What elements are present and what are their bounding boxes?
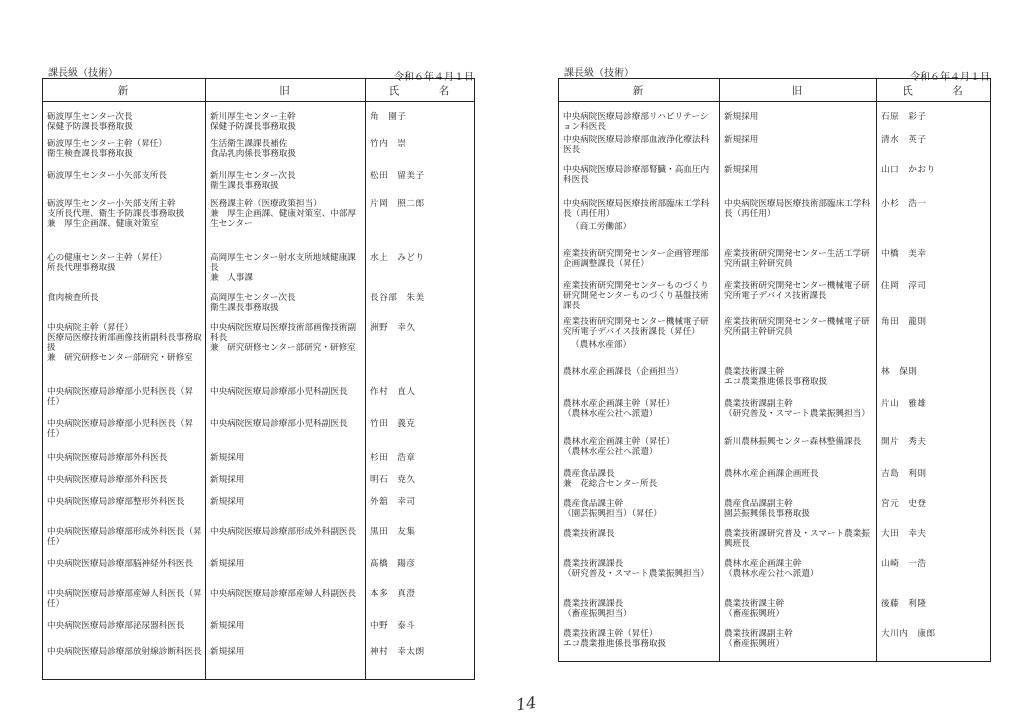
person-name-cell xyxy=(366,418,475,452)
person-name-cell xyxy=(877,134,991,164)
person-name-cell xyxy=(877,316,991,366)
old-position-cell xyxy=(206,252,366,292)
old-position-cell-text: 高岡厚生センター次長 衛生課長事務取扱 xyxy=(210,292,296,313)
new-position-cell-text: 食肉検査所長 xyxy=(47,292,99,303)
person-name-cell xyxy=(877,558,991,598)
old-position-cell-text: 農業技術課副主幹 （研究普及・スマート農業振興担当） xyxy=(724,398,870,419)
table-row xyxy=(43,292,475,322)
old-position-cell xyxy=(720,498,877,528)
person-name-cell xyxy=(877,436,991,468)
person-name-cell-text: 竹内 崇 xyxy=(370,138,407,149)
person-name-cell xyxy=(877,198,991,248)
table-row xyxy=(43,496,475,526)
person-name-cell-text: 髙橋 陽彦 xyxy=(370,558,416,569)
table-row xyxy=(559,628,991,662)
new-position-cell xyxy=(43,322,206,386)
new-position-cell xyxy=(559,498,720,528)
table-row xyxy=(43,138,475,170)
table-row xyxy=(43,386,475,418)
table-row xyxy=(559,398,991,436)
person-name-cell xyxy=(366,646,475,680)
old-position-cell xyxy=(206,386,366,418)
old-position-cell-text: 新規採用 xyxy=(210,474,245,485)
new-position-cell xyxy=(43,252,206,292)
person-name-cell-text: 住岡 淳司 xyxy=(881,280,927,291)
new-position-cell-text: 中央病院医療局診療部小児科医長（昇任） xyxy=(47,418,194,439)
old-position-cell xyxy=(206,292,366,322)
old-position-cell-text: 新規採用 xyxy=(724,164,759,175)
table-row xyxy=(559,134,991,164)
new-position-cell xyxy=(559,398,720,436)
old-position-cell-text: 医務課主幹（医療政策担当） 兼 厚生企画課、健康対策室、中部厚生センター xyxy=(210,198,357,229)
new-position-cell xyxy=(43,646,206,680)
old-position-cell-text: 新規採用 xyxy=(210,452,245,463)
new-position-cell-text: 中央病院医療局診療部産婦人科医長（昇任） xyxy=(47,588,202,609)
table-row xyxy=(43,588,475,620)
new-position-cell xyxy=(43,620,206,646)
person-name-cell-text: 後藤 利隆 xyxy=(881,598,927,609)
left-date: 令和６年４月１日 xyxy=(394,72,474,83)
person-name-cell xyxy=(877,102,991,134)
right-personnel-table xyxy=(558,78,991,662)
old-position-cell-text: 新規採用 xyxy=(724,134,759,145)
person-name-cell-text: 小杉 浩一 xyxy=(881,198,927,209)
new-position-cell-text: 中央病院医療局診療部腎臓・高血圧内科医長 xyxy=(563,164,710,185)
right-grade-label: 課長級（技術） xyxy=(564,68,634,79)
old-position-cell xyxy=(206,526,366,558)
old-position-cell xyxy=(720,598,877,628)
person-name-cell xyxy=(366,198,475,252)
new-position-cell xyxy=(559,628,720,662)
person-name-cell xyxy=(366,620,475,646)
table-row xyxy=(559,102,991,134)
person-name-cell xyxy=(877,398,991,436)
header-name: 氏 名 xyxy=(366,79,475,102)
new-position-cell xyxy=(43,292,206,322)
new-position-cell-text: 農業技術課主幹（昇任） エコ農業推進係長事務取扱 xyxy=(563,628,667,649)
person-name-cell-text: 本多 真澄 xyxy=(370,588,416,599)
old-position-cell-text: 新川厚生センター主幹 保健予防課長事務取扱 xyxy=(210,112,296,133)
old-position-cell-text: 産業技術研究開発センター生活工学研究所副主幹研究員 xyxy=(724,248,870,269)
new-position-cell xyxy=(43,588,206,620)
table-row xyxy=(559,498,991,528)
new-position-cell-text: 中央病院医療局診療部泌尿器科医長 xyxy=(47,620,185,631)
person-name-cell-text: 中野 泰斗 xyxy=(370,620,416,631)
old-position-cell xyxy=(720,102,877,134)
old-position-cell-text: 農産食品課副主幹 園芸振興係長事務取扱 xyxy=(724,498,810,519)
right-date: 令和６年４月１日 xyxy=(910,72,990,83)
table-row xyxy=(559,468,991,498)
new-position-cell xyxy=(559,528,720,558)
person-name-cell xyxy=(877,598,991,628)
table-row xyxy=(559,366,991,398)
table-row xyxy=(559,164,991,198)
old-position-cell xyxy=(206,474,366,496)
new-position-cell xyxy=(559,366,720,398)
new-position-cell-text: 産業技術研究開発センター企画管理部企画調整課長（昇任） xyxy=(563,248,709,269)
table-row xyxy=(559,558,991,598)
person-name-cell xyxy=(877,628,991,662)
left-personnel-table xyxy=(42,78,475,680)
new-position-cell-text: 農業技術課長 xyxy=(563,528,615,539)
table-row xyxy=(559,528,991,558)
table-row xyxy=(43,646,475,680)
old-position-cell xyxy=(206,646,366,680)
old-position-cell xyxy=(720,164,877,198)
department-section-label: （商工労働部） xyxy=(571,221,632,232)
person-name-cell xyxy=(366,452,475,474)
left-meta xyxy=(42,62,474,83)
table-row xyxy=(43,170,475,198)
old-position-cell-text: 農業技術課主幹 （畜産振興班） xyxy=(724,598,785,619)
person-name-cell-text: 洲野 幸久 xyxy=(370,322,416,333)
new-position-cell-text: 中央病院医療局医療技術部臨床工学科長（再任用） xyxy=(563,198,710,219)
new-position-cell xyxy=(559,102,720,134)
new-position-cell-text: 心の健康センター主幹（昇任） 所長代理事務取扱 xyxy=(47,252,167,273)
new-position-cell xyxy=(43,138,206,170)
old-position-cell xyxy=(720,436,877,468)
new-position-cell-text: 農業技術課課長 （畜産振興担当） xyxy=(563,598,632,619)
old-position-cell-text: 中央病院医療局診療部産婦人科副医長 xyxy=(210,588,357,599)
person-name-cell xyxy=(877,366,991,398)
table-row xyxy=(559,316,991,366)
person-name-cell-text: 宮元 史登 xyxy=(881,498,927,509)
old-position-cell xyxy=(206,170,366,198)
table-row xyxy=(43,252,475,292)
old-position-cell-text: 農業技術課研究普及・スマート農業振興班長 xyxy=(724,528,870,549)
old-position-cell-text: 農業技術課副主幹 （畜産振興班） xyxy=(724,628,793,649)
old-position-cell xyxy=(206,558,366,588)
table-row xyxy=(43,526,475,558)
department-section-label: （農林水産部） xyxy=(571,339,632,350)
new-position-cell-text: 農林水産企画課主幹（昇任） （農林水産公社へ派遣） xyxy=(563,436,675,457)
left-grade-label: 課長級（技術） xyxy=(48,68,118,79)
person-name-cell xyxy=(366,496,475,526)
new-position-cell-text: 産業技術研究開発センター機械電子研究所電子デバイス技術課長（昇任） xyxy=(563,316,709,337)
new-position-cell-text: 砺波厚生センター小矢部支所長 xyxy=(47,170,167,181)
person-name-cell-text: 作村 直人 xyxy=(370,386,416,397)
person-name-cell xyxy=(366,558,475,588)
right-meta xyxy=(558,62,990,83)
person-name-cell-text: 明石 尭久 xyxy=(370,474,416,485)
person-name-cell-text: 片山 雅雄 xyxy=(881,398,927,409)
header-name: 氏 名 xyxy=(877,79,991,102)
new-position-cell xyxy=(43,474,206,496)
new-position-cell-text: 中央病院医療局診療部形成外科医長（昇任） xyxy=(47,526,202,547)
table-row xyxy=(559,598,991,628)
old-position-cell xyxy=(206,452,366,474)
old-position-cell xyxy=(720,398,877,436)
new-position-cell xyxy=(43,386,206,418)
new-position-cell-text: 中央病院医療局診療部外科医長 xyxy=(47,452,168,463)
new-position-cell-text: 中央病院医療局診療部放射線診断科医長 xyxy=(47,646,202,657)
person-name-cell-text: 杉田 浩章 xyxy=(370,452,416,463)
old-position-cell-text: 生活衛生課課長補佐 食品乳肉係長事務取扱 xyxy=(210,138,296,159)
new-position-cell xyxy=(43,198,206,252)
new-position-cell xyxy=(559,134,720,164)
new-position-cell xyxy=(43,526,206,558)
old-position-cell-text: 農業技術課主幹 エコ農業推進係長事務取扱 xyxy=(724,366,828,387)
old-position-cell xyxy=(720,316,877,366)
person-name-cell-text: 林 保則 xyxy=(881,366,918,377)
table-row xyxy=(559,198,991,248)
new-position-cell-text: 砺波厚生センター次長 保健予防課長事務取扱 xyxy=(47,112,133,133)
new-position-cell-text: 産業技術研究開発センターものづくり研究開発センターものづくり基盤技術課長 xyxy=(563,280,709,311)
old-position-cell-text: 新規採用 xyxy=(210,646,245,657)
table-row xyxy=(559,248,991,280)
new-position-cell xyxy=(43,558,206,588)
header-old: 旧 xyxy=(206,79,366,102)
table-row xyxy=(559,280,991,316)
person-name-cell xyxy=(366,138,475,170)
person-name-cell-text: 開片 秀夫 xyxy=(881,436,927,447)
new-position-cell-text: 中央病院医療局診療部脳神経外科医長 xyxy=(47,558,194,569)
table-row xyxy=(43,452,475,474)
person-name-cell-text: 長谷部 朱美 xyxy=(370,292,425,303)
old-position-cell xyxy=(720,628,877,662)
page-number: 14 xyxy=(514,692,538,715)
person-name-cell-text: 竹田 義克 xyxy=(370,418,416,429)
new-position-cell xyxy=(43,496,206,526)
new-position-cell-text: 砺波厚生センター主幹（昇任） 衛生検査課長事務取扱 xyxy=(47,138,167,159)
new-position-cell xyxy=(559,436,720,468)
person-name-cell-text: 清水 英子 xyxy=(881,134,927,145)
right-rows xyxy=(559,102,991,662)
table-row xyxy=(43,418,475,452)
person-name-cell-text: 松田 留美子 xyxy=(370,170,425,181)
person-name-cell xyxy=(366,322,475,386)
person-name-cell xyxy=(877,528,991,558)
old-position-cell xyxy=(720,528,877,558)
person-name-cell xyxy=(877,498,991,528)
old-position-cell-text: 中央病院医療局診療部形成外科副医長 xyxy=(210,526,357,537)
new-position-cell xyxy=(559,198,720,248)
new-position-cell-text: 農産食品課長 兼 花総合センター所長 xyxy=(563,468,658,489)
old-position-cell xyxy=(720,366,877,398)
new-position-cell-text: 中央病院医療局診療部小児科医長（昇任） xyxy=(47,386,194,407)
old-position-cell-text: 中央病院医療局診療部小児科副医長 xyxy=(210,418,348,429)
table-row xyxy=(43,198,475,252)
table-row xyxy=(43,620,475,646)
person-name-cell-text: 吉島 利則 xyxy=(881,468,927,479)
person-name-cell-text: 外舘 幸司 xyxy=(370,496,416,507)
old-position-cell-text: 新規採用 xyxy=(210,558,245,569)
old-position-cell xyxy=(206,138,366,170)
right-panel xyxy=(558,62,990,662)
old-position-cell xyxy=(720,198,877,248)
person-name-cell-text: 中橋 美幸 xyxy=(881,248,927,259)
person-name-cell-text: 山崎 一浩 xyxy=(881,558,927,569)
old-position-cell-text: 農林水産企画課企画班長 xyxy=(724,468,819,479)
old-position-cell-text: 高岡厚生センター射水支所地域健康課長 兼 人事課 xyxy=(210,252,356,283)
person-name-cell xyxy=(877,164,991,198)
new-position-cell-text: 中央病院医療局診療部外科医長 xyxy=(47,474,168,485)
person-name-cell-text: 角田 龍則 xyxy=(881,316,927,327)
new-position-cell xyxy=(559,558,720,598)
new-position-cell xyxy=(559,598,720,628)
table-row xyxy=(43,558,475,588)
person-name-cell-text: 神村 幸太朗 xyxy=(370,646,425,657)
new-position-cell xyxy=(559,248,720,280)
new-position-cell-text: 農産食品課主幹 （園芸振興担当）（昇任） xyxy=(563,498,662,519)
old-position-cell xyxy=(206,322,366,386)
new-position-cell xyxy=(43,452,206,474)
table-row xyxy=(43,474,475,496)
new-position-cell xyxy=(43,102,206,138)
new-position-cell xyxy=(559,468,720,498)
person-name-cell-text: 黒田 友集 xyxy=(370,526,416,537)
old-position-cell xyxy=(206,588,366,620)
person-name-cell xyxy=(366,292,475,322)
new-position-cell-text: 農林水産企画課主幹（昇任） （農林水産公社へ派遣） xyxy=(563,398,675,419)
old-position-cell-text: 新川厚生センター次長 衛生課長事務取扱 xyxy=(210,170,296,191)
old-position-cell-text: 新規採用 xyxy=(210,496,245,507)
header-new: 新 xyxy=(43,79,206,102)
person-name-cell xyxy=(366,386,475,418)
person-name-cell xyxy=(366,170,475,198)
old-position-cell-text: 中央病院医療局医療技術部画像技術副科長 兼 研究研修センター部研究・研修室 xyxy=(210,322,357,353)
person-name-cell xyxy=(366,102,475,138)
table-row xyxy=(43,102,475,138)
new-position-cell xyxy=(43,170,206,198)
person-name-cell xyxy=(366,474,475,496)
old-position-cell-text: 農林水産企画課主幹 （農林水産公社へ派遣） xyxy=(724,558,819,579)
old-position-cell xyxy=(720,134,877,164)
new-position-cell xyxy=(43,418,206,452)
person-name-cell-text: 大田 幸夫 xyxy=(881,528,927,539)
header-old: 旧 xyxy=(720,79,877,102)
person-name-cell-text: 片岡 照二郎 xyxy=(370,198,425,209)
table-row xyxy=(43,322,475,386)
old-position-cell xyxy=(206,496,366,526)
old-position-cell xyxy=(206,418,366,452)
person-name-cell xyxy=(877,280,991,316)
new-position-cell xyxy=(559,280,720,316)
header-new: 新 xyxy=(559,79,720,102)
new-position-cell-text: 中央病院医療局診療部整形外科医長 xyxy=(47,496,185,507)
old-position-cell xyxy=(720,468,877,498)
person-name-cell-text: 山口 かおり xyxy=(881,164,936,175)
person-name-cell xyxy=(877,468,991,498)
person-name-cell-text: 角 園子 xyxy=(370,112,407,122)
new-position-cell-text: 農業技術課課長 （研究普及・スマート農業振興担当） xyxy=(563,558,709,579)
new-position-cell-text: 農林水産企画課長（企画担当） xyxy=(563,366,684,377)
new-position-cell-text: 砺波厚生センター小矢部支所主幹 支所長代理、衛生予防課長事務取扱 兼 厚生企画課、健康対策室 xyxy=(47,198,185,229)
person-name-cell-text: 石原 彩子 xyxy=(881,112,927,122)
old-position-cell-text: 新規採用 xyxy=(724,112,759,122)
new-position-cell-text: 中央病院医療局診療部リハビリテーション科医長 xyxy=(563,112,709,133)
left-rows xyxy=(43,102,475,680)
table-row xyxy=(559,436,991,468)
person-name-cell xyxy=(366,526,475,558)
old-position-cell-text: 新川農林振興センター森林整備課長 xyxy=(724,436,862,447)
person-name-cell-text: 水上 みどり xyxy=(370,252,425,263)
person-name-cell xyxy=(877,248,991,280)
old-position-cell-text: 産業技術研究開発センター機械電子研究所電子デバイス技術課長 xyxy=(724,280,870,301)
old-position-cell xyxy=(206,102,366,138)
person-name-cell-text: 大川内 康郎 xyxy=(881,628,936,639)
old-position-cell-text: 産業技術研究開発センター機械電子研究所副主幹研究員 xyxy=(724,316,870,337)
old-position-cell xyxy=(720,558,877,598)
person-name-cell xyxy=(366,588,475,620)
old-position-cell-text: 新規採用 xyxy=(210,620,245,631)
old-position-cell xyxy=(720,248,877,280)
old-position-cell-text: 中央病院医療局診療部小児科副医長 xyxy=(210,386,348,397)
old-position-cell-text: 中央病院医療局医療技術部臨床工学科長（再任用） xyxy=(724,198,871,219)
new-position-cell-text: 中央病院主幹（昇任） 医療局医療技術部画像技術副科長事務取扱 兼 研究研修センター部研究・研修室 xyxy=(47,322,202,364)
old-position-cell xyxy=(720,280,877,316)
old-position-cell xyxy=(206,198,366,252)
new-position-cell-text: 中央病院医療局診療部血液浄化療法科医長 xyxy=(563,134,710,155)
new-position-cell xyxy=(559,164,720,198)
left-panel xyxy=(42,62,474,680)
new-position-cell xyxy=(559,316,720,366)
person-name-cell xyxy=(366,252,475,292)
old-position-cell xyxy=(206,620,366,646)
